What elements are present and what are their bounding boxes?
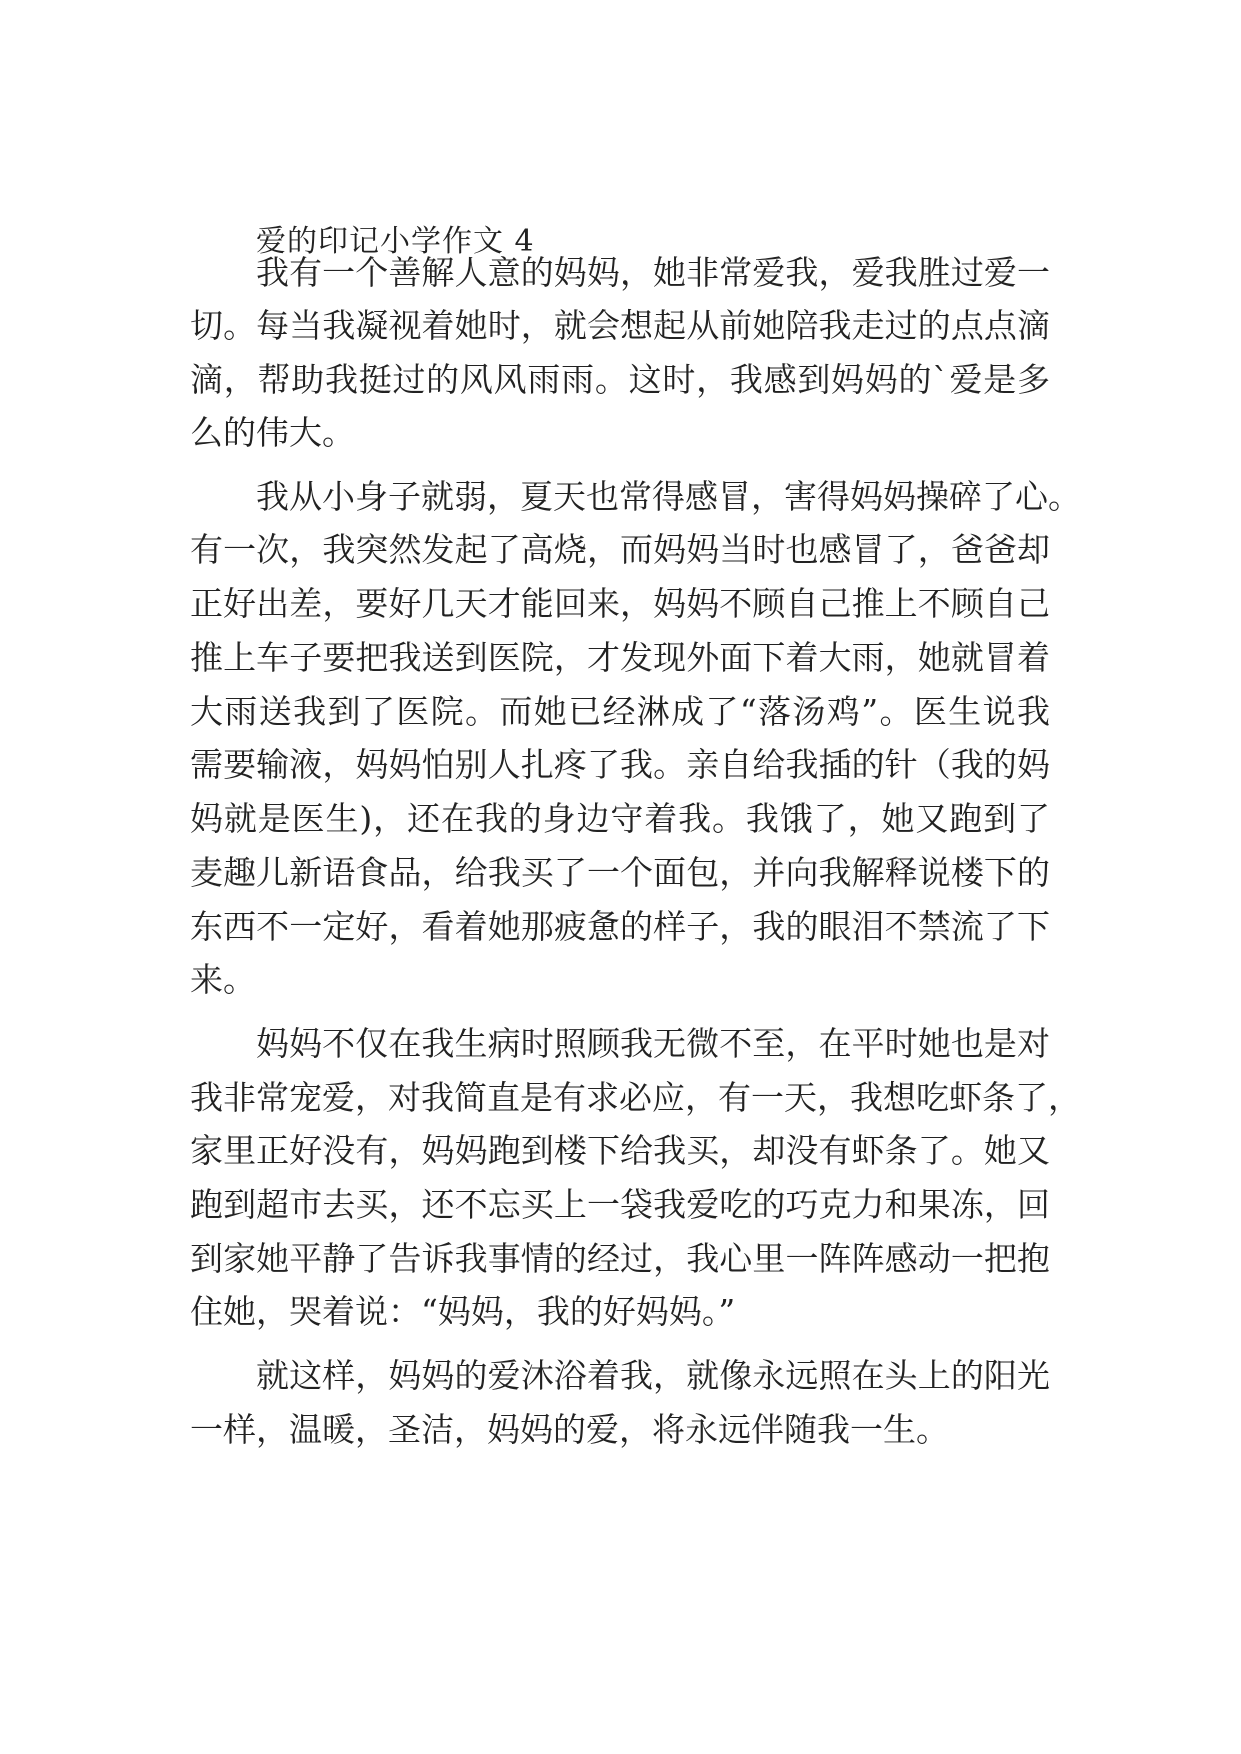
paragraph-3-line-2: 我非常宠爱，对我简直是有求必应，有一天，我想吃虾条了， xyxy=(190,1078,1081,1117)
paragraph-3-line-4: 跑到超市去买，还不忘买上一袋我爱吃的巧克力和果冻，回 xyxy=(190,1185,1050,1224)
paragraph-1-line-3: 滴，帮助我挺过的风风雨雨。这时，我感到妈妈的`爱是多 xyxy=(190,360,1050,399)
paragraph-2-line-3: 正好出差，要好几天才能回来，妈妈不顾自己推上不顾自己 xyxy=(190,584,1050,623)
document-title: 爱的印记小学作文 4 xyxy=(256,224,535,259)
paragraph-2-line-7: 妈就是医生)，还在我的身边守着我。我饿了，她又跑到了 xyxy=(190,799,1050,838)
paragraph-2-line-9: 东西不一定好，看着她那疲惫的样子，我的眼泪不禁流了下 xyxy=(190,907,1050,946)
paragraph-2-line-8: 麦趣儿新语食品，给我买了一个面包，并向我解释说楼下的 xyxy=(190,853,1050,892)
paragraph-1-line-1: 我有一个善解人意的妈妈，她非常爱我，爱我胜过爱一 xyxy=(256,253,1050,292)
paragraph-4-line-2: 一样，温暖，圣洁，妈妈的爱，将永远伴随我一生。 xyxy=(190,1410,949,1449)
paragraph-3-line-5: 到家她平静了告诉我事情的经过，我心里一阵阵感动一把抱 xyxy=(190,1239,1050,1278)
paragraph-2-line-4: 推上车子要把我送到医院，才发现外面下着大雨，她就冒着 xyxy=(190,638,1050,677)
paragraph-2-line-2: 有一次，我突然发起了高烧，而妈妈当时也感冒了，爸爸却 xyxy=(190,530,1050,569)
paragraph-4-line-1: 就这样，妈妈的爱沐浴着我，就像永远照在头上的阳光 xyxy=(256,1356,1050,1395)
paragraph-2-line-10: 来。 xyxy=(190,960,256,999)
paragraph-3-line-6: 住她，哭着说：“妈妈，我的好妈妈。” xyxy=(190,1292,736,1331)
paragraph-3-line-3: 家里正好没有，妈妈跑到楼下给我买，却没有虾条了。她又 xyxy=(190,1131,1050,1170)
paragraph-2-line-5: 大雨送我到了医院。而她已经淋成了“落汤鸡”。医生说我 xyxy=(190,692,1050,731)
paragraph-3-line-1: 妈妈不仅在我生病时照顾我无微不至，在平时她也是对 xyxy=(256,1024,1050,1063)
paragraph-2-line-6: 需要输液，妈妈怕别人扎疼了我。亲自给我插的针（我的妈 xyxy=(190,745,1050,784)
paragraph-2-line-1: 我从小身子就弱，夏天也常得感冒，害得妈妈操碎了心。 xyxy=(256,477,1081,516)
paragraph-1-line-2: 切。每当我凝视着她时，就会想起从前她陪我走过的点点滴 xyxy=(190,306,1050,345)
paragraph-1-line-4: 么的伟大。 xyxy=(190,413,355,452)
